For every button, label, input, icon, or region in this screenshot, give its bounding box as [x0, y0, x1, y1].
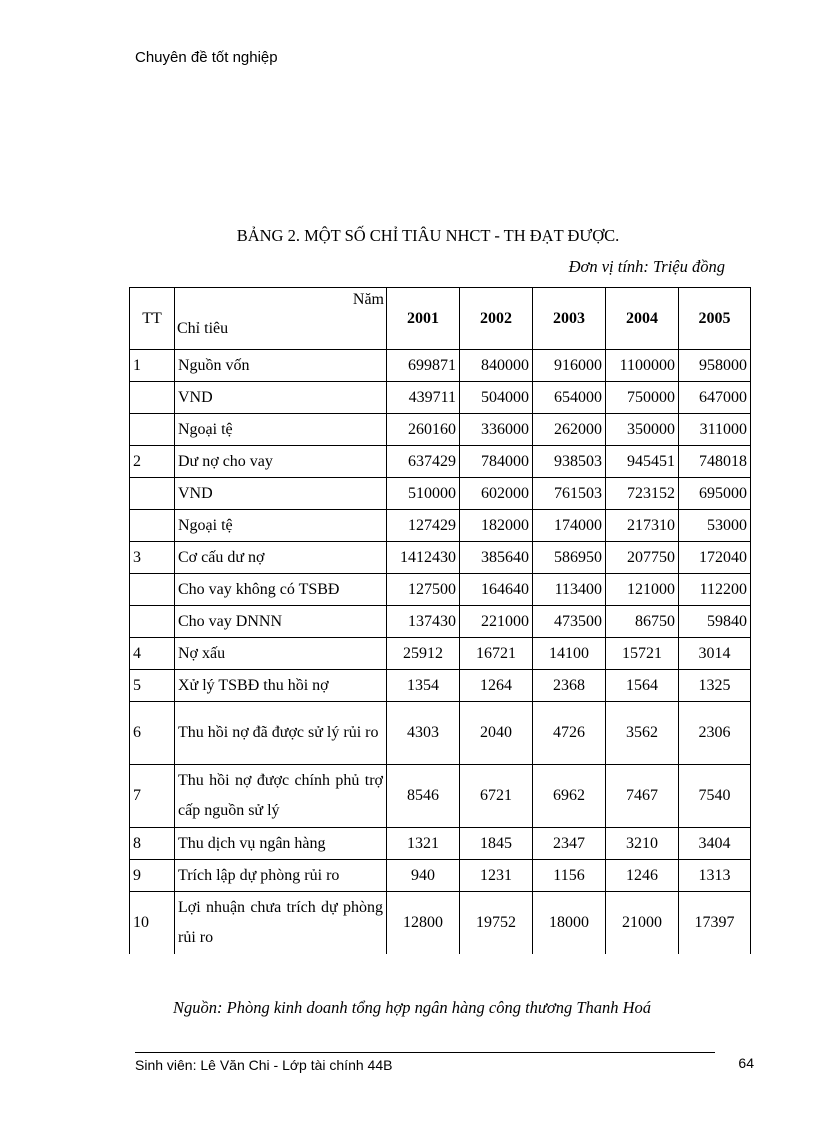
table-row — [130, 350, 751, 382]
table-row — [130, 478, 751, 510]
row-value: 654000 — [533, 382, 606, 414]
row-value: 637429 — [387, 446, 460, 478]
row-value: 182000 — [460, 510, 533, 542]
row-value: 15721 — [606, 638, 679, 670]
row-tt: 10 — [130, 892, 175, 955]
row-label: Thu hồi nợ đã được sử lý rủi ro — [175, 702, 387, 765]
row-tt — [130, 606, 175, 638]
table-row — [130, 446, 751, 478]
row-value: 3562 — [606, 702, 679, 765]
row-value: 1325 — [679, 670, 751, 702]
row-value: 262000 — [533, 414, 606, 446]
table-header-row — [130, 288, 751, 350]
row-label: Trích lập dự phòng rủi ro — [175, 860, 387, 892]
row-value: 3210 — [606, 828, 679, 860]
row-value: 311000 — [679, 414, 751, 446]
row-value: 3404 — [679, 828, 751, 860]
row-value: 121000 — [606, 574, 679, 606]
footer-student: Sinh viên: Lê Văn Chi - Lớp tài chính 44B — [135, 1057, 393, 1073]
row-value: 958000 — [679, 350, 751, 382]
row-value: 2347 — [533, 828, 606, 860]
row-value: 59840 — [679, 606, 751, 638]
row-value: 2306 — [679, 702, 751, 765]
row-value: 336000 — [460, 414, 533, 446]
row-value: 127429 — [387, 510, 460, 542]
header-indicator-label: Chỉ tiêu — [177, 320, 229, 337]
table-row — [130, 860, 751, 892]
row-tt: 7 — [130, 765, 175, 828]
table-row — [130, 510, 751, 542]
row-tt: 1 — [130, 350, 175, 382]
row-value: 260160 — [387, 414, 460, 446]
row-tt — [130, 510, 175, 542]
row-value: 695000 — [679, 478, 751, 510]
row-value: 217310 — [606, 510, 679, 542]
row-value: 1231 — [460, 860, 533, 892]
row-label: Xử lý TSBĐ thu hồi nợ — [175, 670, 387, 702]
row-value: 4303 — [387, 702, 460, 765]
row-value: 586950 — [533, 542, 606, 574]
row-value: 473500 — [533, 606, 606, 638]
unit-note: Đơn vị tính: Triệu đồng — [568, 257, 725, 276]
row-value: 21000 — [606, 892, 679, 955]
row-label: Nguồn vốn — [175, 350, 387, 382]
row-tt: 4 — [130, 638, 175, 670]
row-value: 4726 — [533, 702, 606, 765]
row-tt: 5 — [130, 670, 175, 702]
row-value: 16721 — [460, 638, 533, 670]
row-value: 840000 — [460, 350, 533, 382]
row-value: 1354 — [387, 670, 460, 702]
header-year: 2001 — [387, 288, 460, 350]
row-value: 2040 — [460, 702, 533, 765]
row-label: Nợ xấu — [175, 638, 387, 670]
row-label: VND — [175, 382, 387, 414]
row-value: 7540 — [679, 765, 751, 828]
row-value: 940 — [387, 860, 460, 892]
header-year: 2005 — [679, 288, 751, 350]
row-tt — [130, 382, 175, 414]
header-year: 2004 — [606, 288, 679, 350]
row-label: Ngoại tệ — [175, 414, 387, 446]
footer-divider — [135, 1052, 715, 1053]
row-value: 19752 — [460, 892, 533, 955]
table-row — [130, 542, 751, 574]
row-value: 1313 — [679, 860, 751, 892]
row-tt: 9 — [130, 860, 175, 892]
row-value: 6962 — [533, 765, 606, 828]
row-value: 1412430 — [387, 542, 460, 574]
row-value: 12800 — [387, 892, 460, 955]
row-tt — [130, 574, 175, 606]
row-value: 53000 — [679, 510, 751, 542]
row-value: 137430 — [387, 606, 460, 638]
row-label: Thu hồi nợ được chính phủ trợ cấp nguồn sử lý — [175, 765, 387, 828]
row-tt — [130, 478, 175, 510]
row-value: 1100000 — [606, 350, 679, 382]
row-value: 25912 — [387, 638, 460, 670]
row-value: 1156 — [533, 860, 606, 892]
row-value: 938503 — [533, 446, 606, 478]
row-label: Thu dịch vụ ngân hàng — [175, 828, 387, 860]
row-value: 1246 — [606, 860, 679, 892]
page-number: 64 — [738, 1055, 754, 1071]
row-value: 1264 — [460, 670, 533, 702]
row-label: Cho vay DNNN — [175, 606, 387, 638]
row-tt: 8 — [130, 828, 175, 860]
header-year-label: Năm — [352, 291, 384, 308]
row-value: 174000 — [533, 510, 606, 542]
row-tt: 3 — [130, 542, 175, 574]
row-value: 7467 — [606, 765, 679, 828]
row-value: 784000 — [460, 446, 533, 478]
table-row — [130, 414, 751, 446]
row-label: Lợi nhuận chưa trích dự phòng rủi ro — [175, 892, 387, 955]
row-value: 86750 — [606, 606, 679, 638]
table-row — [130, 382, 751, 414]
row-value: 504000 — [460, 382, 533, 414]
row-label: Ngoại tệ — [175, 510, 387, 542]
table-row — [130, 574, 751, 606]
row-label: VND — [175, 478, 387, 510]
row-label: Cho vay không có TSBĐ — [175, 574, 387, 606]
row-value: 207750 — [606, 542, 679, 574]
row-value: 945451 — [606, 446, 679, 478]
row-label: Dư nợ cho vay — [175, 446, 387, 478]
row-value: 172040 — [679, 542, 751, 574]
row-value: 1845 — [460, 828, 533, 860]
row-tt: 6 — [130, 702, 175, 765]
table-row — [130, 892, 751, 955]
row-value: 14100 — [533, 638, 606, 670]
row-label: Cơ cấu dư nợ — [175, 542, 387, 574]
row-value: 750000 — [606, 382, 679, 414]
row-value: 916000 — [533, 350, 606, 382]
table-title: BẢNG 2. MỘT SỐ CHỈ TIÂU NHCT - TH ĐẠT ĐƯỢC. — [236, 226, 620, 245]
table-row — [130, 828, 751, 860]
row-value: 723152 — [606, 478, 679, 510]
row-value: 164640 — [460, 574, 533, 606]
table-row — [130, 606, 751, 638]
row-value: 647000 — [679, 382, 751, 414]
row-value: 439711 — [387, 382, 460, 414]
row-value: 6721 — [460, 765, 533, 828]
row-value: 112200 — [679, 574, 751, 606]
row-value: 1321 — [387, 828, 460, 860]
table-row — [130, 638, 751, 670]
row-value: 699871 — [387, 350, 460, 382]
header-diagonal-cell — [175, 288, 387, 350]
indicators-table — [129, 287, 751, 954]
row-value: 350000 — [606, 414, 679, 446]
row-value: 17397 — [679, 892, 751, 955]
table-row — [130, 765, 751, 828]
row-value: 602000 — [460, 478, 533, 510]
row-value: 748018 — [679, 446, 751, 478]
header-year: 2002 — [460, 288, 533, 350]
row-tt — [130, 414, 175, 446]
row-value: 510000 — [387, 478, 460, 510]
row-value: 221000 — [460, 606, 533, 638]
row-value: 113400 — [533, 574, 606, 606]
table-row — [130, 670, 751, 702]
source-note: Nguồn: Phòng kinh doanh tổng hợp ngân hàng công thương Thanh Hoá — [173, 998, 652, 1017]
table-row — [130, 702, 751, 765]
row-value: 3014 — [679, 638, 751, 670]
row-value: 127500 — [387, 574, 460, 606]
page-header: Chuyên đề tốt nghiệp — [135, 49, 278, 66]
row-tt: 2 — [130, 446, 175, 478]
row-value: 1564 — [606, 670, 679, 702]
row-value: 2368 — [533, 670, 606, 702]
row-value: 18000 — [533, 892, 606, 955]
header-tt: TT — [130, 288, 175, 350]
row-value: 8546 — [387, 765, 460, 828]
row-value: 761503 — [533, 478, 606, 510]
header-year: 2003 — [533, 288, 606, 350]
row-value: 385640 — [460, 542, 533, 574]
